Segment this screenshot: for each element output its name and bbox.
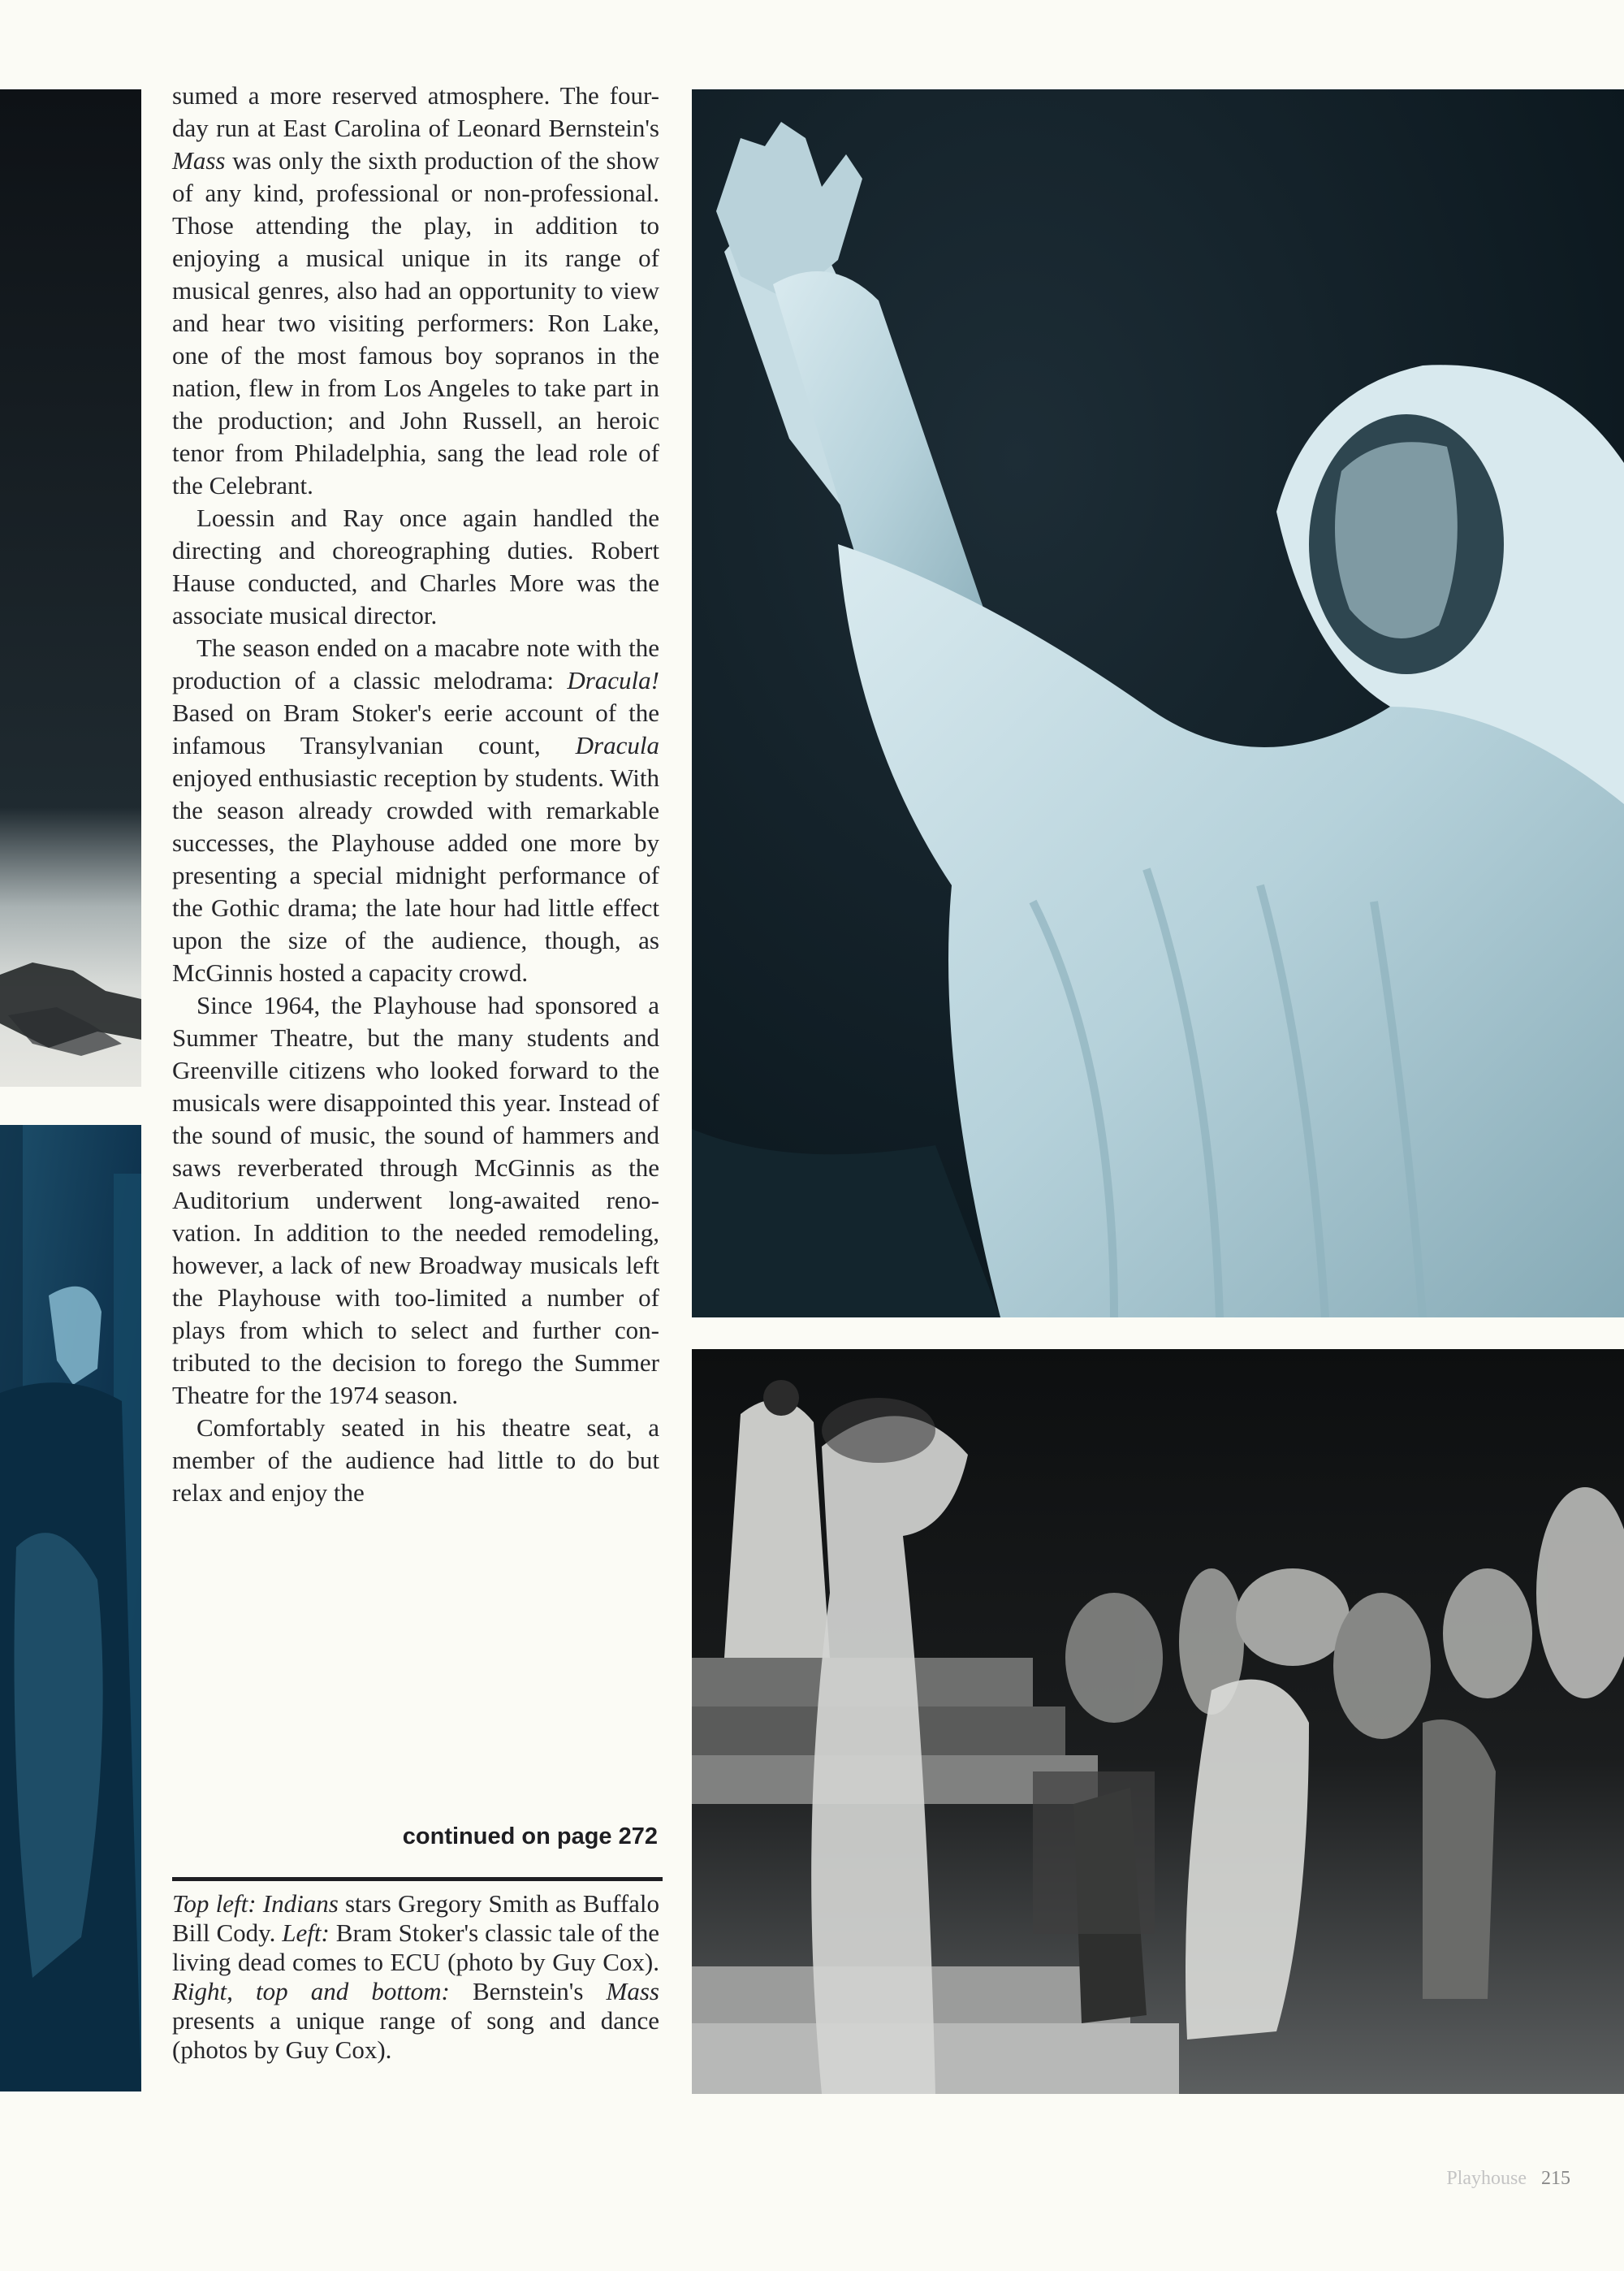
- paragraph-5: Comfortably seated in his theatre seat, a member of the audience had little to do but relax and enjoy the: [172, 1413, 659, 1507]
- caption-divider: [172, 1877, 663, 1881]
- photo-indians-image: [0, 89, 141, 1087]
- photo-bottom-right: [692, 1349, 1624, 2094]
- paragraph-3: The season ended on a macabre note with the production of a classic melodrama: Dracula! Based on Bram Stoker's eerie account of the infamous Transylvanian count, Dracula enjoyed enthusiastic reception by students. With the season already crowded with remarkable successes, the Playhouse added one more by presenting a special midnight performance of the Gothic drama; the late hour had little effect upon the size of the audience, though, as McGinnis hosted a capacity crowd.: [172, 634, 659, 987]
- paragraph-1: sumed a more reserved atmosphere. The four-day run at East Carolina of Leonard Bernstein's Mass was only the sixth production of the show of any kind, professional or non-professional. Those attending the play, in addition to enjoying a musical unique in its range of musical genres, also had an opportunity to view and hear two visiting performers: Ron Lake, one of the most famous boy sopranos in the nation, flew in from Los Angeles to take part in the production; and John Russell, an heroic tenor from Philadelphia, sang the lead role of the Celebrant.: [172, 81, 659, 500]
- photo-top-right: [692, 89, 1624, 1317]
- photo-top-left: [0, 89, 141, 1087]
- photo-bottom-left: [0, 1125, 141, 2091]
- photo-caption: Top left: Indians stars Gregory Smith as Buffalo Bill Cody. Left: Bram Stoker's classic tale of the living dead comes to ECU (photo by Guy Cox). Right, top and bottom: Bernstein's Mass presents a unique range of song and dance (photos by Guy Cox).: [172, 1889, 660, 2064]
- article-text: [172, 80, 659, 1509]
- photo-mass-robed-woman-image: [692, 89, 1624, 1317]
- paragraph-4: Since 1964, the Playhouse had sponsored a Summer Theatre, but the many students and Greenville citizens who looked forward to the musicals were disappointed this year. Instead of the sound of music, the sound of hammers and saws reverberated through McGinnis as the Auditorium underwent long-awaited renovation. In addition to the needed remodeling, however, a lack of new Broadway musicals left the Playhouse with too-limited a number of plays from which to select and further contributed to the decision to forego the Summer Theatre for the 1974 season.: [172, 991, 659, 1409]
- photo-dracula-image: [0, 1125, 141, 2091]
- page-folio: [1446, 2168, 1570, 2190]
- paragraph-2: Loessin and Ray once again handled the directing and choreographing duties. Robert Hause conducted, and Charles More was the associate musical director.: [172, 504, 659, 629]
- photo-mass-dancers-image: [692, 1349, 1624, 2094]
- folio-section: Playhouse: [1446, 2168, 1527, 2189]
- continued-note: continued on page 272: [402, 1823, 658, 1849]
- page-number: 215: [1541, 2168, 1570, 2189]
